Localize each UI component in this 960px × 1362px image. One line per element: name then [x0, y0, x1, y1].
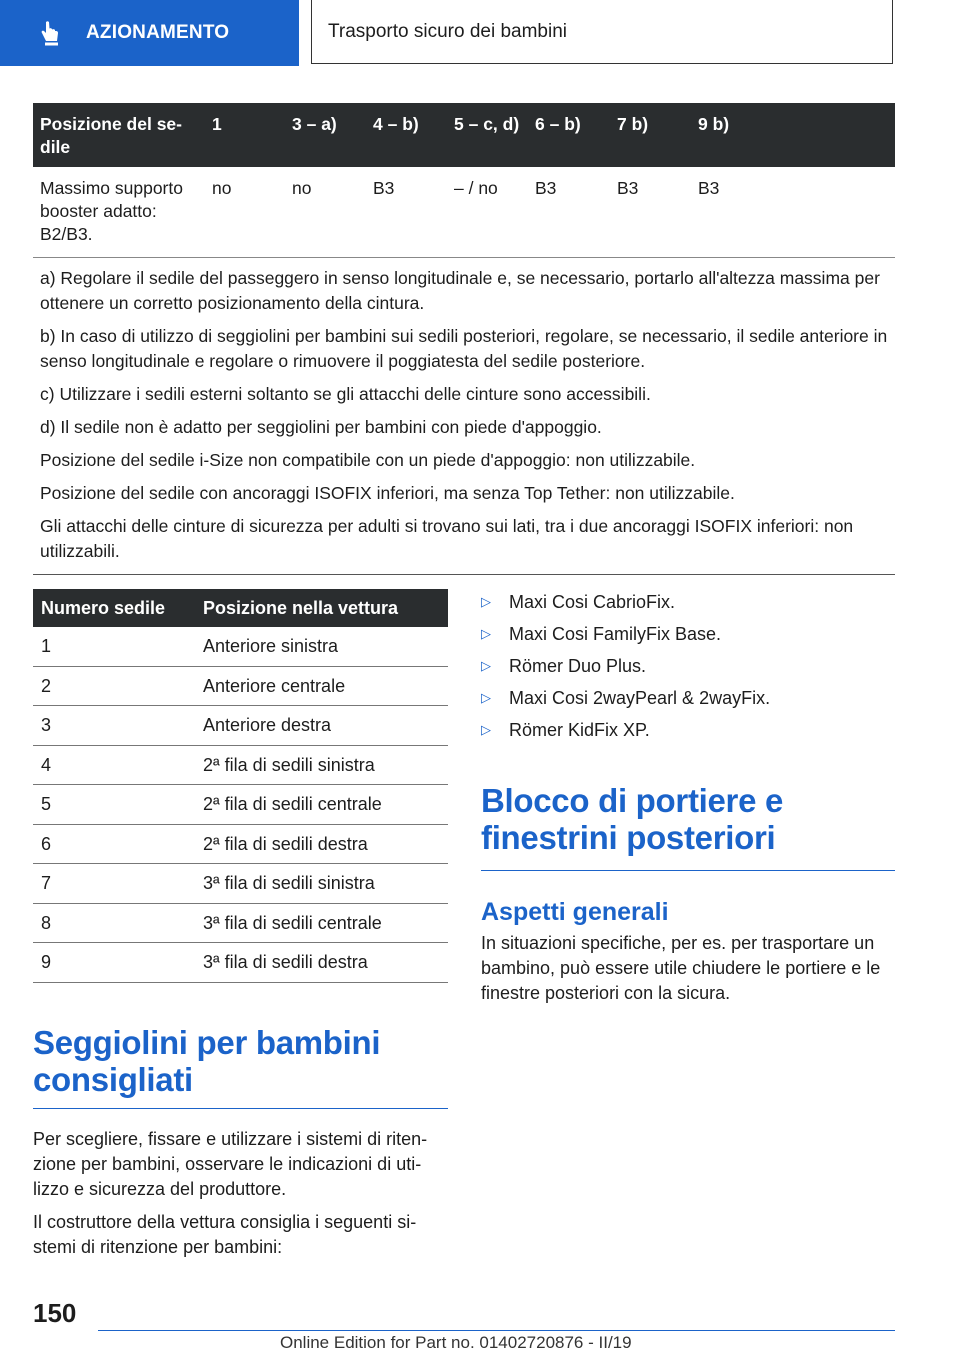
body-paragraph: Il costruttore della vettura consiglia i seguenti sistemi di ritenzione per bambini:: [33, 1212, 417, 1257]
seat-position: 3ª fila di sedili destra: [195, 943, 448, 983]
column-header: 7 b): [610, 103, 691, 167]
column-header: 6 – b): [528, 103, 610, 167]
list-item-label: Römer KidFix XP.: [509, 719, 650, 740]
blocco-section: [481, 782, 895, 1014]
triangle-bullet-icon: ▷: [481, 594, 491, 609]
recommended-seats-list-container: [481, 586, 895, 746]
seat-position: 2ª fila di sedili sinistra: [195, 745, 448, 785]
seat-number: 2: [33, 666, 195, 706]
page-title: Trasporto sicuro dei bambini: [311, 0, 893, 64]
triangle-bullet-icon: ▷: [481, 658, 491, 673]
table-cell: Massimo supporto booster adatto: B2/B3.: [33, 167, 205, 257]
seat-position: 2ª fila di sedili destra: [195, 824, 448, 864]
table-row: [33, 943, 448, 983]
table-row: [33, 864, 448, 904]
column-header: Posizione nella vettura: [195, 589, 448, 627]
table-note: a) Regolare il sedile del passeggero in senso longitudinale e, se necessario, portarlo all'altezza massima per ottenere un corretto posizionamento della cintura.: [40, 267, 880, 313]
list-item: [481, 650, 895, 682]
body-paragraph: Per scegliere, fissare e utilizzare i sistemi di ritenzione per bambini, osservare le indicazioni di utilizzo e sicurezza del produttore.: [33, 1129, 428, 1199]
seat-position: Anteriore centrale: [195, 666, 448, 706]
table-row: [33, 903, 448, 943]
table-cell: B3: [366, 167, 447, 257]
triangle-bullet-icon: ▷: [481, 722, 491, 737]
column-header: Numero sedile: [33, 589, 195, 627]
table-row: [33, 627, 448, 666]
list-item: [481, 618, 895, 650]
seat-number: 5: [33, 785, 195, 825]
heading-rule: [481, 870, 895, 871]
table-row: [33, 706, 448, 746]
table-row: [33, 745, 448, 785]
seat-number: 7: [33, 864, 195, 904]
triangle-bullet-icon: ▷: [481, 690, 491, 705]
table-notes: [33, 257, 895, 574]
footer-edition: Online Edition for Part no. 01402720876 - II/19: [280, 1333, 632, 1352]
list-item-label: Maxi Cosi 2wayPearl & 2wayFix.: [509, 687, 771, 708]
list-item-label: Römer Duo Plus.: [509, 655, 647, 676]
body-paragraph: In situazioni specifiche, per es. per trasportare un bambino, può essere utile chiudere le portiere e le finestre posteriori con la sicura.: [481, 933, 881, 1003]
list-item: [481, 714, 895, 746]
page-number: 150: [33, 1298, 77, 1328]
seat-position: 3ª fila di sedili sinistra: [195, 864, 448, 904]
column-header: 3 – a): [285, 103, 366, 167]
table-row: [33, 785, 448, 825]
section-label: AZIONAMENTO: [86, 22, 230, 43]
seat-number: 4: [33, 745, 195, 785]
column-header: 4 – b): [366, 103, 447, 167]
table-note: b) In caso di utilizzo di seggiolini per bambini sui sedili posteriori, regolare, se necessario, il sedile anteriore in senso longitudinale e regolare o rimuovere il poggiatesta del sedile posteriore.: [40, 325, 888, 371]
table-cell: – / no: [447, 167, 528, 257]
list-item-label: Maxi Cosi FamilyFix Base.: [509, 623, 722, 644]
table-cell: B3: [691, 167, 895, 257]
section-heading: Blocco di portiere e finestrini posteriori: [481, 782, 784, 856]
table-header-row: [33, 103, 895, 167]
section-heading: Seggiolini per bambini consigliati: [33, 1024, 381, 1098]
table-row: [33, 666, 448, 706]
table-cell: B3: [528, 167, 610, 257]
list-item: [481, 586, 895, 618]
recommended-seats-list: [481, 586, 895, 746]
seat-compatibility-table: [33, 103, 895, 575]
footer-rule: [98, 1330, 895, 1331]
seat-number: 1: [33, 627, 195, 666]
column-header: 9 b): [691, 103, 895, 167]
table-row: [33, 824, 448, 864]
seat-number: 3: [33, 706, 195, 746]
table-cell: B3: [610, 167, 691, 257]
section-tab: [0, 0, 299, 66]
table-header-row: [33, 589, 448, 627]
seat-number: 6: [33, 824, 195, 864]
table-note: Gli attacchi delle cinture di sicurezza per adulti si trovano sui lati, tra i due ancoraggi ISOFIX inferiori: non utilizzabili.: [40, 515, 854, 561]
seat-position: Anteriore destra: [195, 706, 448, 746]
triangle-bullet-icon: ▷: [481, 626, 491, 641]
list-item: [481, 682, 895, 714]
seat-number: 9: [33, 943, 195, 983]
table-note: d) Il sedile non è adatto per seggiolini per bambini con piede d'appoggio.: [40, 416, 602, 437]
hand-pointer-icon: [38, 20, 64, 46]
table-cell: no: [205, 167, 285, 257]
table-notes-row: [33, 257, 895, 574]
seat-position: 2ª fila di sedili centrale: [195, 785, 448, 825]
table-cell: no: [285, 167, 366, 257]
column-header: Posizione del sedile: [33, 103, 205, 167]
heading-rule: [33, 1108, 448, 1109]
seat-number-table: [33, 589, 448, 983]
column-header: 5 – c, d): [447, 103, 528, 167]
seat-position: Anteriore sinistra: [195, 627, 448, 666]
table-note: c) Utilizzare i sedili esterni soltanto se gli attacchi delle cinture sono accessibili.: [40, 383, 651, 404]
table-note: Posizione del sedile i-Size non compatibile con un piede d'appoggio: non utilizzabile.: [40, 449, 696, 470]
subsection-heading: Aspetti generali: [481, 898, 669, 926]
table-note: Posizione del sedile con ancoraggi ISOFIX inferiori, ma senza Top Tether: non utilizzabile.: [40, 482, 735, 503]
list-item-label: Maxi Cosi CabrioFix.: [509, 591, 676, 612]
column-header: 1: [205, 103, 285, 167]
table-row: [33, 167, 895, 257]
seggiolini-section: [33, 1024, 448, 1268]
seat-position: 3ª fila di sedili centrale: [195, 903, 448, 943]
seat-number: 8: [33, 903, 195, 943]
